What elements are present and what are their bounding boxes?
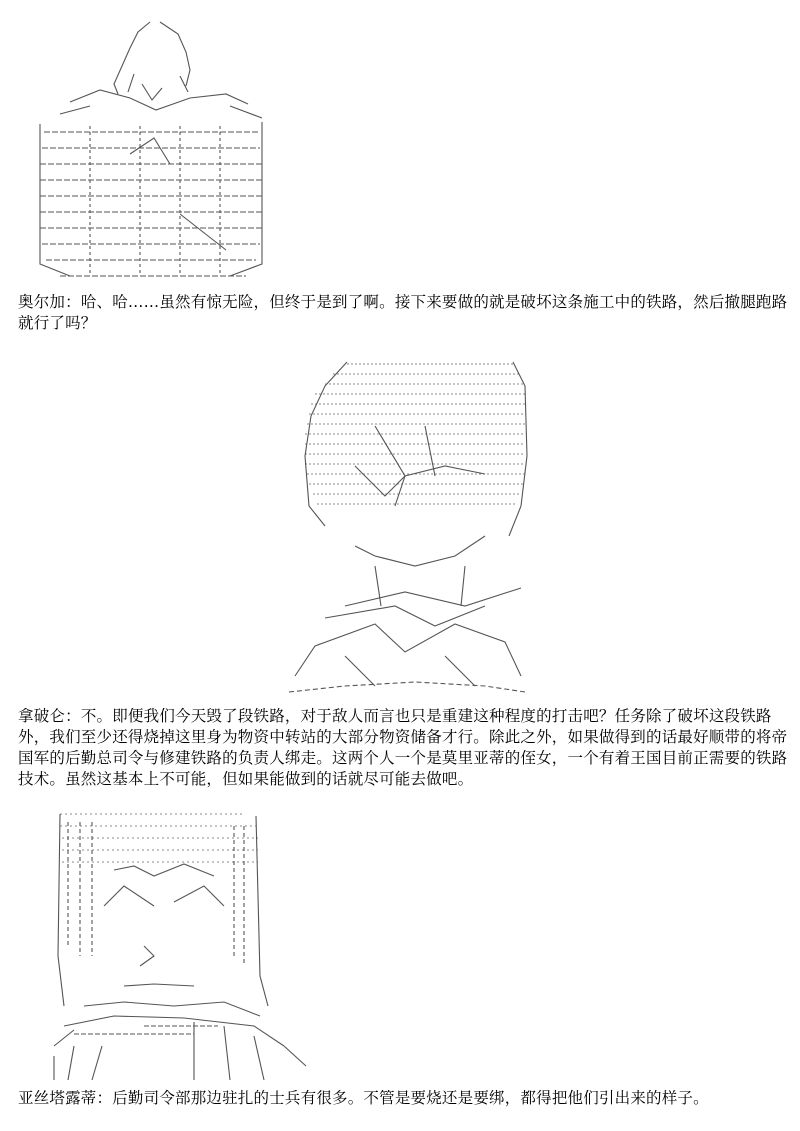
dialogue-1: [18, 292, 788, 334]
speaker-name: 拿破仑 ：: [18, 707, 81, 725]
figure-2-drawing: [285, 356, 535, 698]
dialogue-3: [18, 1088, 788, 1109]
speaker-name: 奥尔加 ：: [18, 293, 81, 311]
dialogue-text: 哈、哈……虽然有惊无险，但终于是到了啊。接下来要做的就是破坏这条施工中的铁路，然后撤腿跑路就行了吗？: [18, 293, 788, 332]
dialogue-text: 后勤司令部那边驻扎的士兵有很多。不管是要烧还是要绑，都得把他们引出来的样子。: [112, 1089, 709, 1107]
ascii-art-figure-3: [44, 806, 316, 1084]
speaker-name: 亚丝塔露蒂 ：: [18, 1089, 112, 1107]
dialogue-2: [18, 706, 788, 790]
figure-1-drawing: [30, 14, 280, 286]
ascii-art-figure-1: [30, 14, 280, 286]
dialogue-text: 不。即便我们今天毁了段铁路，对于敌人而言也只是重建这种程度的打击吧？任务除了破坏这段铁路外，我们至少还得烧掉这里身为物资中转站的大部分物资储备才行。除此之外，如果做得到的话最好顺带的将帝国军的后勤总司令与修建铁路的负责人绑走。这两个人一个是莫里亚蒂的侄女，一个有着王国目前正需要的铁路技术。虽然这基本上不可能，但如果能做到的话就尽可能去做吧。: [18, 707, 788, 788]
ascii-art-figure-2: [285, 356, 535, 698]
figure-3-drawing: [44, 806, 316, 1084]
